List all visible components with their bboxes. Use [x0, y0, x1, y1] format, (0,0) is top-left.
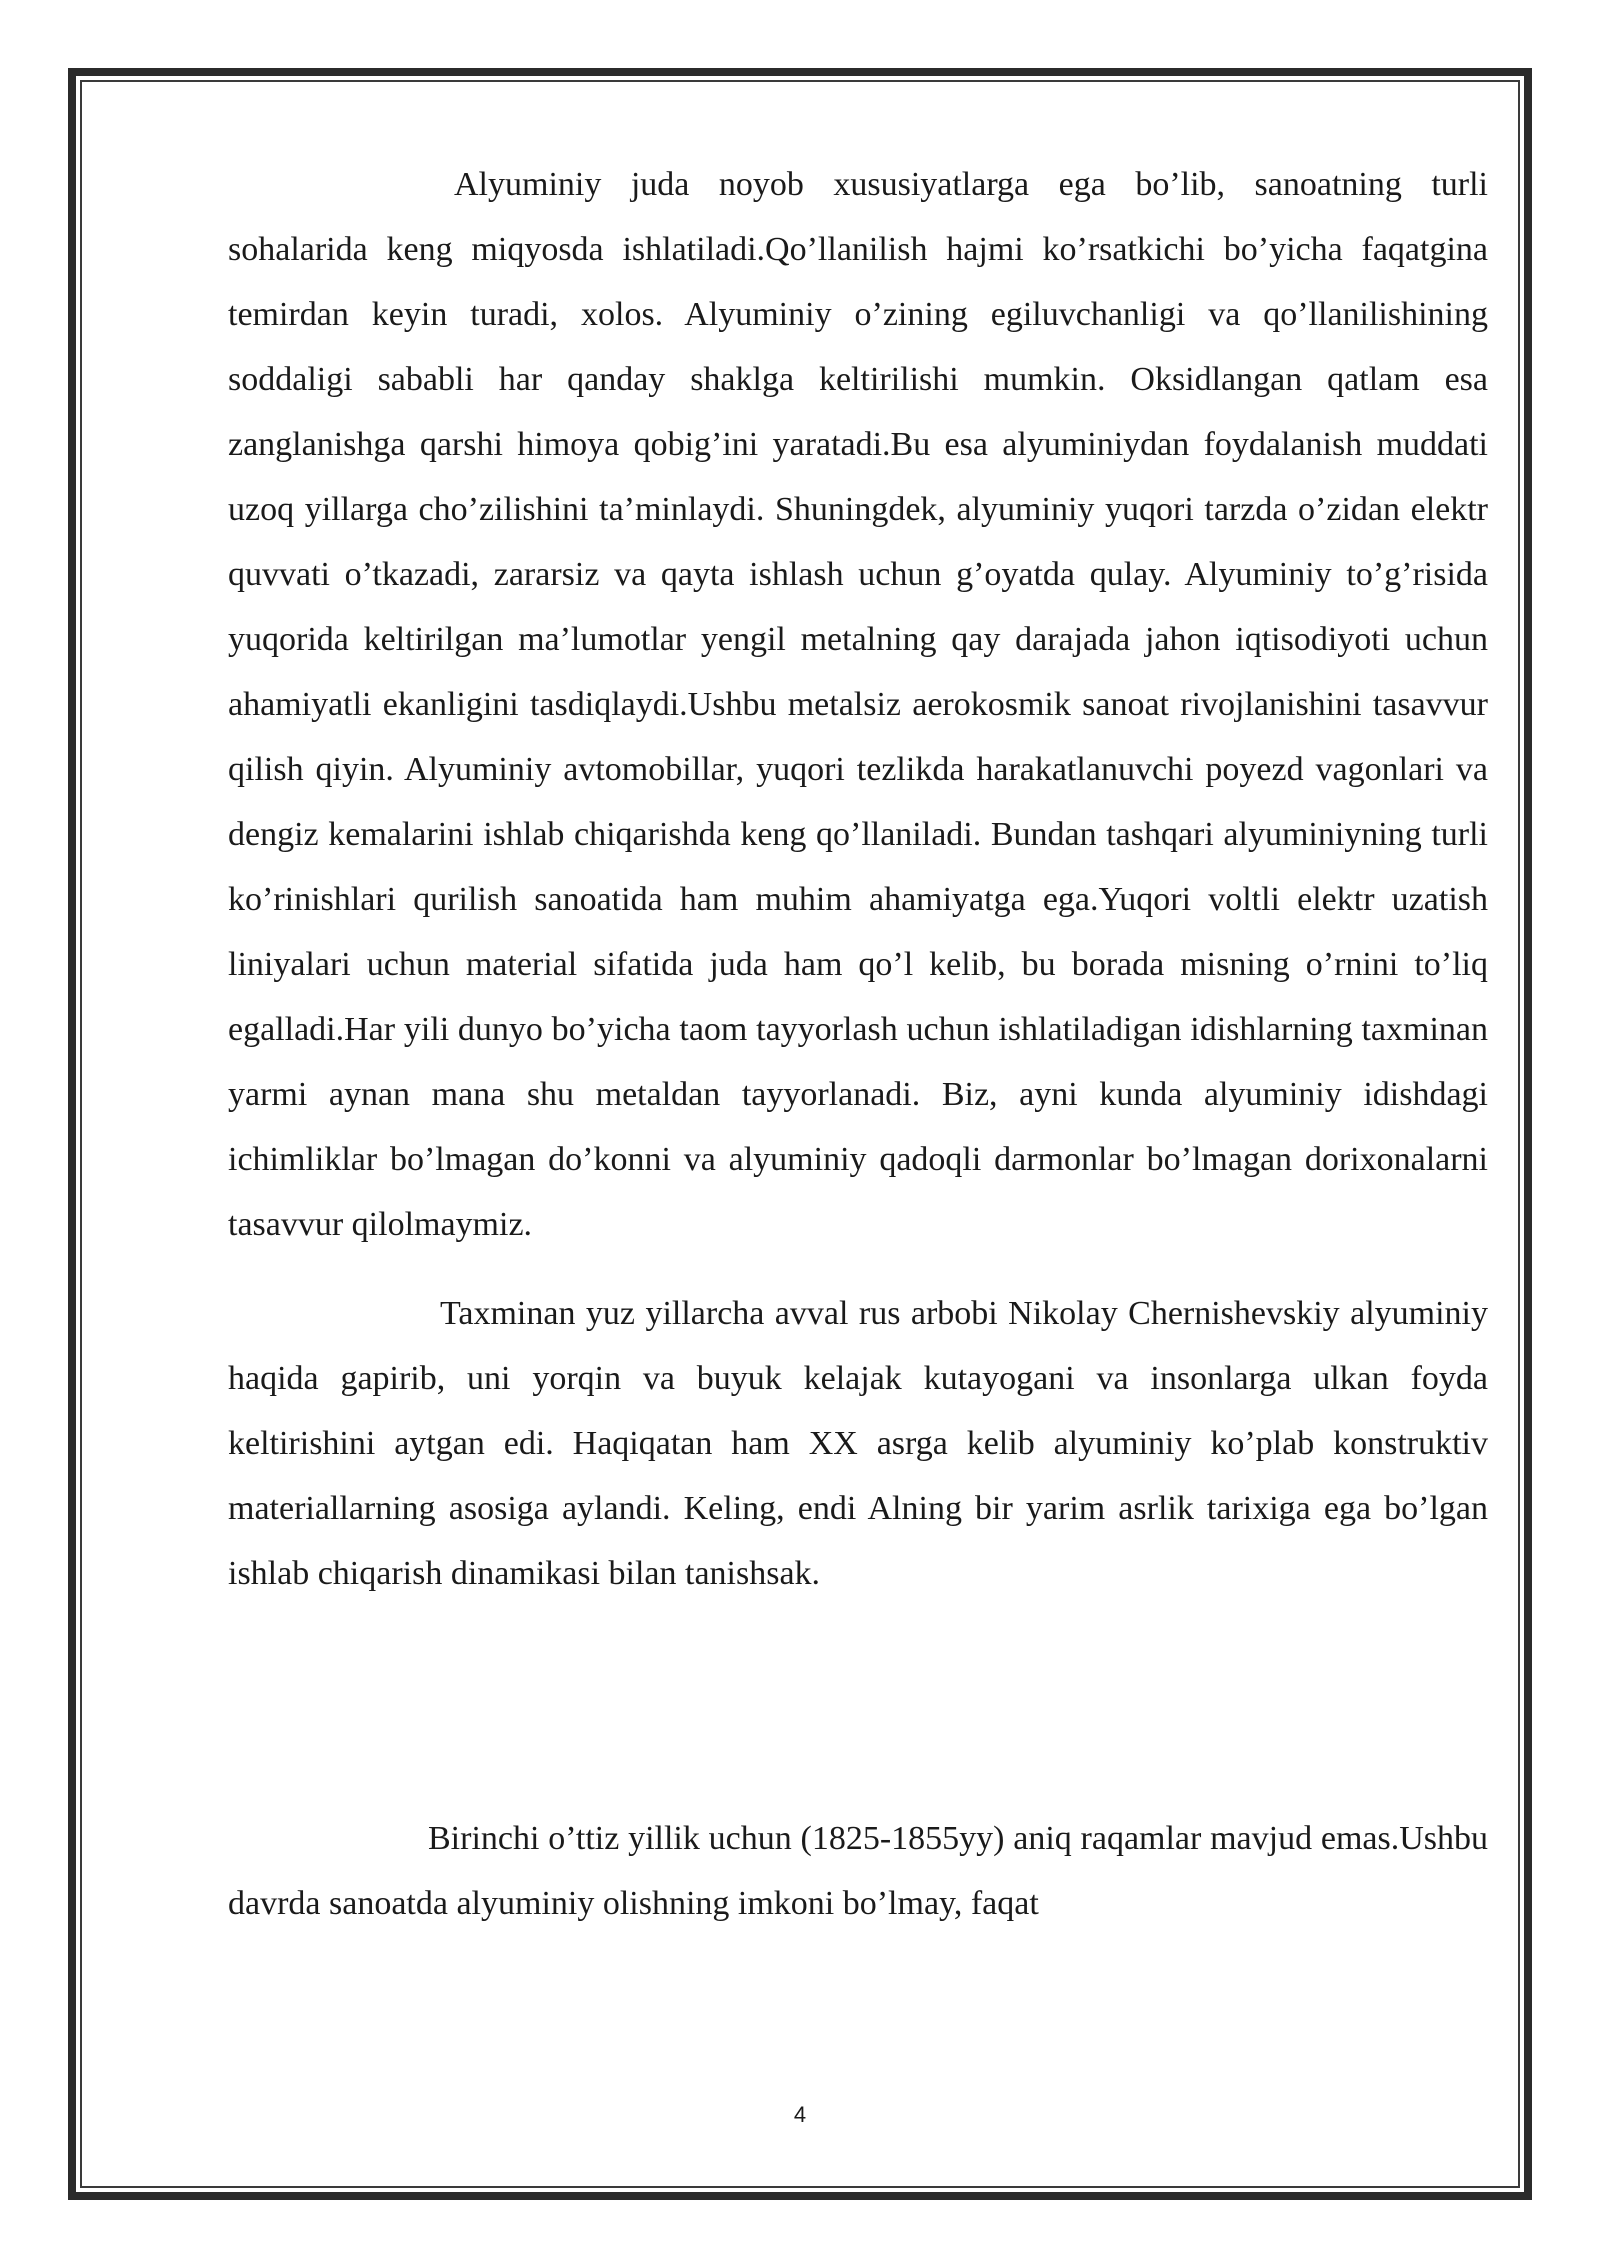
paragraph-intro: Alyuminiy juda noyob xususiyatlarga ega bo’lib, sanoatning turli sohalarida keng miqyosda ishlatiladi.Qo’llanilish hajmi ko’rsatkichi bo’yicha faqatgina temirdan keyin turadi, xolos. Alyuminiy o’zining egiluvchanligi va qo’llanilishining soddaligi sababli har qanday shaklga keltirilishi mumkin. Oksidlangan qatlam esa zanglanishga qarshi himoya qobig’ini yaratadi.Bu esa alyuminiydan foydalanish muddati uzoq yillarga cho’zilishini ta’minlaydi. Shuningdek, alyuminiy yuqori tarzda o’zidan elektr quvvati o’tkazadi, zararsiz va qayta ishlash uchun g’oyatda qulay. Alyuminiy to’g’risida yuqorida keltirilgan ma’lumotlar yengil metalning qay darajada jahon iqtisodiyoti uchun ahamiyatli ekanligini tasdiqlaydi.Ushbu metalsiz aerokosmik sanoat rivojlanishini tasavvur qilish qiyin. Alyuminiy avtomobillar, yuqori tezlikda harakatlanuvchi poyezd vagonlari va dengiz kemalarini ishlab chiqarishda keng qo’llaniladi. Bundan tashqari alyuminiyning turli ko’rinishlari qurilish sanoatida ham muhim ahamiyatga ega.Yuqori voltli elektr uzatish liniyalari uchun material sifatida juda ham qo’l kelib, bu borada misning o’rnini to’liq egalladi.Har yili dunyo bo’yicha taom tayyorlash uchun ishlatiladigan idishlarning taxminan yarmi aynan mana shu metaldan tayyorlanadi. Biz, ayni kunda alyuminiy idishdagi ichimliklar bo’lmagan do’konni va alyuminiy qadoqli darmonlar bo’lmagan dorixonalarni tasavvur qilolmaymiz. [228, 166, 1488, 1243]
paragraph-first-thirty-years: Birinchi o’ttiz yillik uchun (1825-1855yy) aniq raqamlar mavjud emas.Ushbu davrda sanoatda alyuminiy olishning imkoni bo’lmay, faqat [228, 1820, 1488, 1922]
paragraph-history: Taxminan yuz yillarcha avval rus arbobi Nikolay Chernishevskiy alyuminiy haqida gapirib, uni yorqin va buyuk kelajak kutayogani va insonlarga ulkan foyda keltirishini aytgan edi. Haqiqatan ham XX asrga kelib alyuminiy ko’plab konstruktiv materiallarning asosiga aylandi. Keling, endi Alning bir yarim asrlik tarixiga ega bo’lgan ishlab chiqarish dinamikasi bilan tanishsak. [228, 1295, 1488, 1592]
document-body [228, 152, 1488, 1936]
page-number: 4 [793, 2102, 807, 2127]
